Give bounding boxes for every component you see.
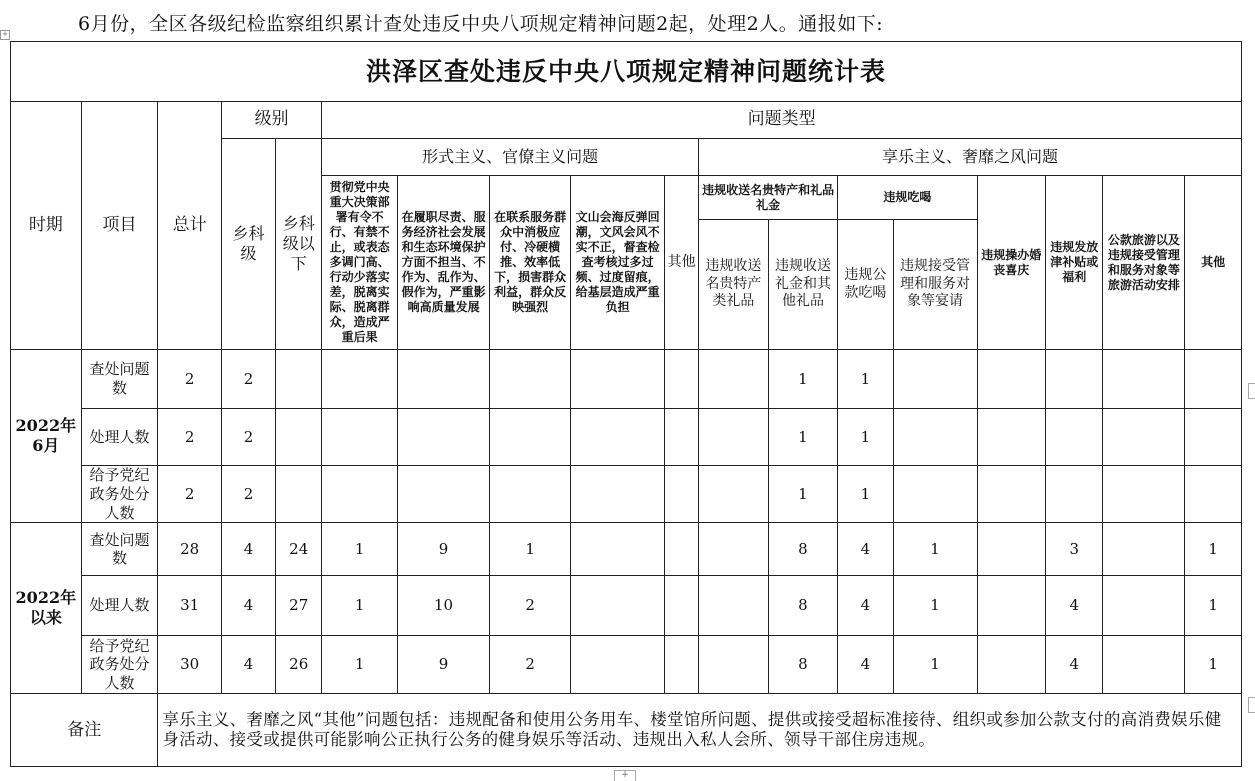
data-cell [398, 466, 490, 523]
data-cell [665, 409, 699, 466]
data-cell: 2 [158, 466, 221, 523]
data-cell [1046, 466, 1103, 523]
remark-text: 享乐主义、奢靡之风“其他”问题包括：违规配备和使用公务用车、楼堂馆所问题、提供或接受超标准接待、组织或参加公款支付的高消费娱乐健身活动、接受或提供可能影响公正执行公务的健身娱乐等活动、违规出入私人会所、领导干部住房违规。 [158, 694, 1242, 767]
data-cell: 4 [1046, 576, 1103, 636]
data-cell [893, 466, 977, 523]
data-cell [977, 409, 1046, 466]
data-cell [571, 350, 665, 409]
period-cell: 2022年以来 [11, 523, 82, 694]
data-cell [490, 350, 571, 409]
data-cell [398, 409, 490, 466]
data-cell: 1 [893, 523, 977, 576]
data-cell: 10 [398, 576, 490, 636]
data-cell [665, 523, 699, 576]
data-cell: 9 [398, 636, 490, 694]
data-cell: 4 [838, 636, 893, 694]
data-cell [1103, 350, 1185, 409]
data-cell [1103, 466, 1185, 523]
statistics-table [10, 41, 1242, 767]
data-cell [977, 523, 1046, 576]
data-cell [1046, 350, 1103, 409]
header-subsidies: 违规发放津补贴或福利 [1046, 176, 1103, 350]
table-row [11, 409, 1242, 466]
intro-paragraph: 6月份，全区各级纪检监察组织累计查处违反中央八项规定精神问题2起，处理2人。通报如下: [78, 13, 884, 35]
data-cell: 3 [1046, 523, 1103, 576]
row-label: 处理人数 [81, 576, 158, 636]
header-specialty-gifts: 违规收送名贵特产类礼品 [699, 220, 769, 350]
data-cell: 4 [221, 636, 275, 694]
row-label: 给予党纪政务处分人数 [81, 636, 158, 694]
data-cell: 2 [490, 576, 571, 636]
data-cell: 1 [1185, 523, 1242, 576]
data-cell: 1 [838, 350, 893, 409]
header-hedonism: 享乐主义、奢靡之风问题 [699, 139, 1242, 176]
data-cell: 2 [221, 466, 275, 523]
data-cell [276, 409, 322, 466]
header-accept-banquets: 违规接受管理和服务对象等宴请 [893, 220, 977, 350]
table-title: 洪泽区查处违反中央八项规定精神问题统计表 [11, 42, 1242, 102]
data-cell: 24 [276, 523, 322, 576]
header-gift-group: 违规收送名贵特产和礼品礼金 [699, 176, 838, 220]
data-cell [977, 350, 1046, 409]
header-item: 项目 [81, 102, 158, 350]
data-cell: 1 [893, 636, 977, 694]
data-cell: 4 [221, 576, 275, 636]
row-resize-marker-icon[interactable] [1248, 383, 1255, 399]
data-cell: 30 [158, 636, 221, 694]
data-cell [1103, 576, 1185, 636]
data-cell [276, 350, 322, 409]
header-cash-gifts: 违规收送礼金和其他礼品 [768, 220, 838, 350]
header-formalism-meetings: 文山会海反弹回潮，文风会风不实不正，督查检查考核过多过频、过度留痕，给基层造成严重负担 [571, 176, 665, 350]
data-cell [699, 409, 769, 466]
data-cell [977, 576, 1046, 636]
data-cell [571, 409, 665, 466]
data-cell [977, 466, 1046, 523]
header-problem-types: 问题类型 [322, 102, 1242, 139]
header-level-township: 乡科级 [221, 139, 275, 350]
header-weddings-funerals: 违规操办婚丧喜庆 [977, 176, 1046, 350]
data-cell [322, 409, 398, 466]
data-cell [977, 636, 1046, 694]
data-cell: 8 [768, 523, 838, 576]
data-cell [490, 466, 571, 523]
data-cell: 4 [221, 523, 275, 576]
header-public-dining: 违规公款吃喝 [838, 220, 893, 350]
data-cell: 27 [276, 576, 322, 636]
table-row [11, 576, 1242, 636]
data-cell [699, 576, 769, 636]
data-cell [571, 576, 665, 636]
data-cell [665, 576, 699, 636]
data-cell [1103, 636, 1185, 694]
row-resize-marker-icon[interactable] [1248, 697, 1255, 713]
data-cell: 4 [838, 523, 893, 576]
data-cell: 1 [768, 466, 838, 523]
data-cell: 26 [276, 636, 322, 694]
header-level: 级别 [221, 102, 321, 139]
data-cell [398, 350, 490, 409]
header-period: 时期 [11, 102, 82, 350]
data-cell [1103, 409, 1185, 466]
row-label: 查处问题数 [81, 350, 158, 409]
data-cell [699, 350, 769, 409]
data-cell [1185, 350, 1242, 409]
data-cell [699, 523, 769, 576]
data-cell: 1 [322, 576, 398, 636]
data-cell: 1 [768, 409, 838, 466]
data-cell: 2 [158, 409, 221, 466]
data-cell: 4 [838, 576, 893, 636]
data-cell [1185, 409, 1242, 466]
data-cell [1185, 466, 1242, 523]
data-cell: 1 [768, 350, 838, 409]
data-cell: 1 [490, 523, 571, 576]
table-row [11, 523, 1242, 576]
data-cell: 31 [158, 576, 221, 636]
data-cell [1046, 409, 1103, 466]
row-label: 查处问题数 [81, 523, 158, 576]
header-formalism-decision: 贯彻党中央重大决策部署有令不行、有禁不止，或表态多调门高、行动少落实差，脱离实际、脱离群众，造成严重后果 [322, 176, 398, 350]
row-label: 给予党纪政务处分人数 [81, 466, 158, 523]
remark-label: 备注 [11, 694, 158, 767]
data-cell [322, 350, 398, 409]
data-cell: 2 [490, 636, 571, 694]
data-cell: 1 [322, 523, 398, 576]
data-cell: 2 [158, 350, 221, 409]
data-cell [893, 350, 977, 409]
data-cell [322, 466, 398, 523]
table-row [11, 636, 1242, 694]
header-formalism-service: 在联系服务群众中消极应付、冷硬横推、效率低下，损害群众利益，群众反映强烈 [490, 176, 571, 350]
data-cell: 1 [838, 409, 893, 466]
table-add-row-icon[interactable]: + [614, 770, 636, 781]
data-cell: 8 [768, 576, 838, 636]
header-hedonism-other: 其他 [1185, 176, 1242, 350]
data-cell [665, 350, 699, 409]
data-cell: 1 [1185, 576, 1242, 636]
data-cell [699, 636, 769, 694]
period-cell: 2022年6月 [11, 350, 82, 523]
data-cell: 28 [158, 523, 221, 576]
header-public-travel: 公款旅游以及违规接受管理和服务对象等旅游活动安排 [1103, 176, 1185, 350]
header-formalism-other: 其他 [665, 176, 699, 350]
row-label: 处理人数 [81, 409, 158, 466]
data-cell [571, 636, 665, 694]
data-cell [665, 636, 699, 694]
header-formalism: 形式主义、官僚主义问题 [322, 139, 699, 176]
header-level-below: 乡科级以下 [276, 139, 322, 350]
data-cell: 2 [221, 409, 275, 466]
header-formalism-duty: 在履职尽责、服务经济社会发展和生态环境保护方面不担当、不作为、乱作为、假作为，严重影响高质量发展 [398, 176, 490, 350]
data-cell [893, 409, 977, 466]
data-cell: 4 [1046, 636, 1103, 694]
data-cell: 1 [893, 576, 977, 636]
data-cell [490, 409, 571, 466]
data-cell: 1 [838, 466, 893, 523]
table-row [11, 466, 1242, 523]
data-cell [276, 466, 322, 523]
data-cell: 1 [1185, 636, 1242, 694]
data-cell [699, 466, 769, 523]
data-cell [571, 466, 665, 523]
header-dining-group: 违规吃喝 [838, 176, 977, 220]
table-move-handle-icon[interactable]: + [0, 30, 10, 40]
data-cell [665, 466, 699, 523]
data-cell: 8 [768, 636, 838, 694]
data-cell: 9 [398, 523, 490, 576]
data-cell [571, 523, 665, 576]
data-cell [1103, 523, 1185, 576]
header-total: 总计 [158, 102, 221, 350]
data-cell: 2 [221, 350, 275, 409]
table-row [11, 350, 1242, 409]
data-cell: 1 [322, 636, 398, 694]
